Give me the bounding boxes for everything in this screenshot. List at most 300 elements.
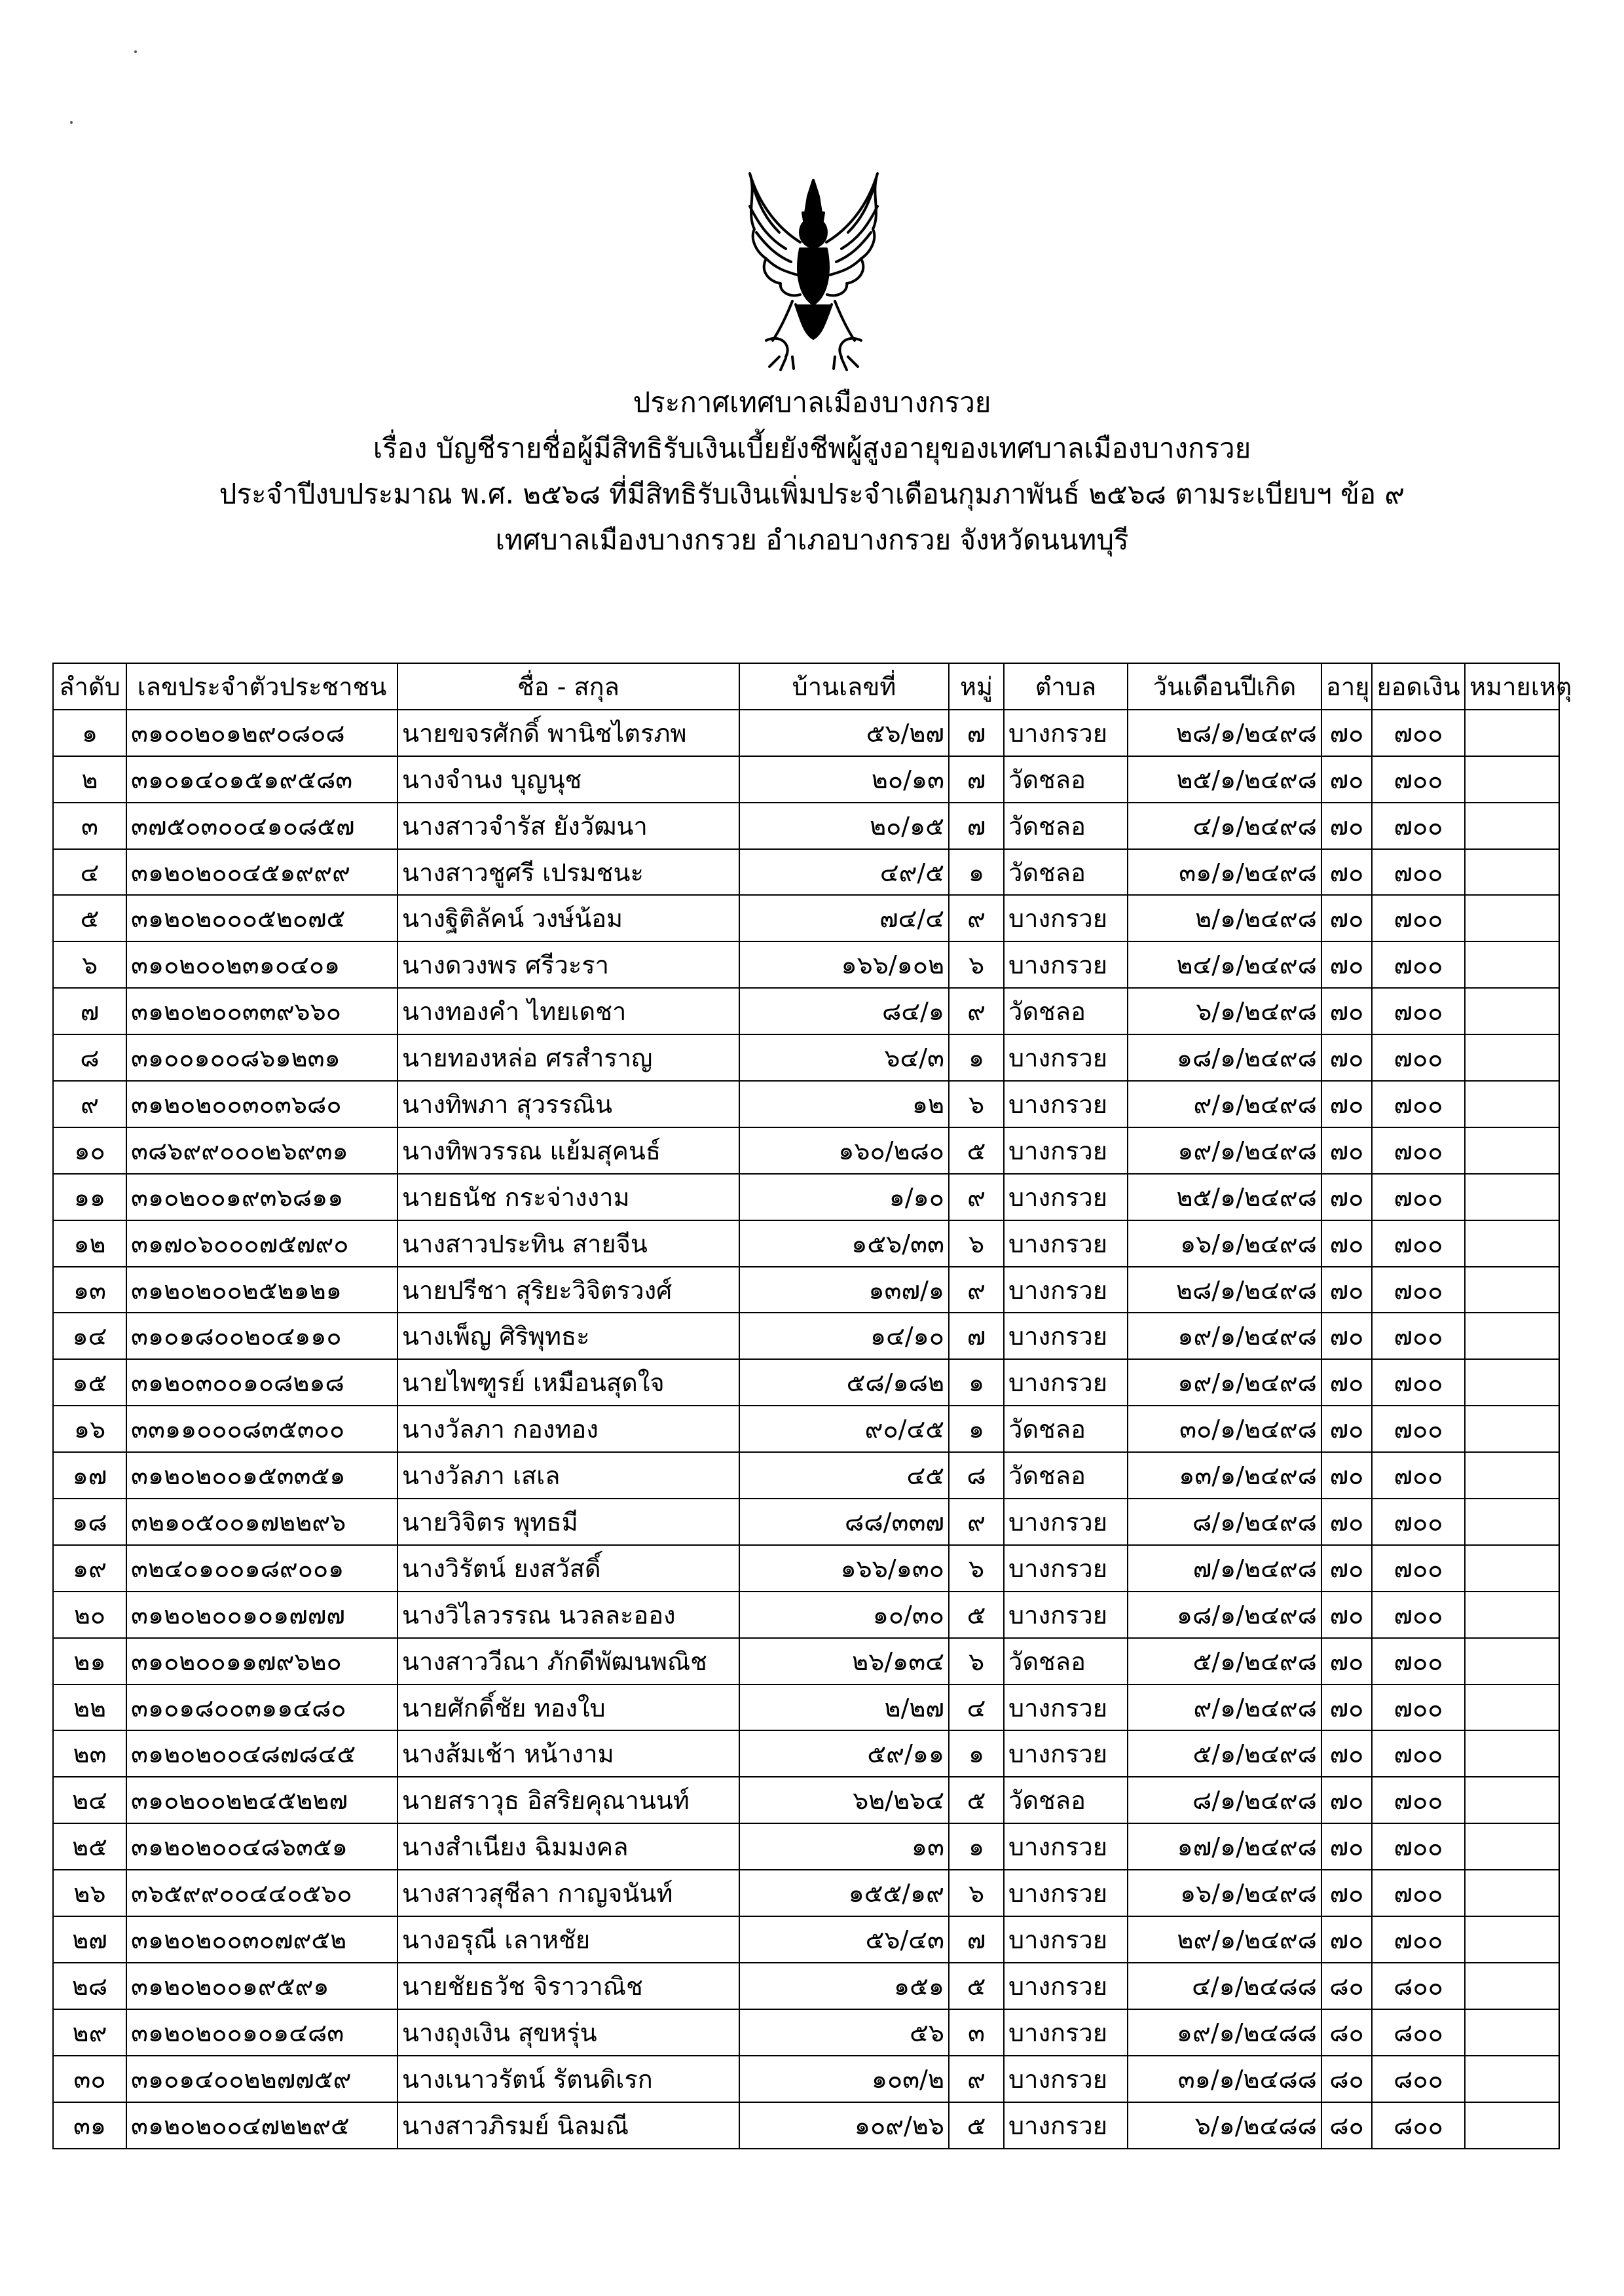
cell-age: ๗๐ (1321, 1916, 1372, 1963)
beneficiary-table (52, 663, 1572, 2149)
cell-no: ๑๕ (53, 1359, 126, 1406)
cell-full-name: นางเพ็ญ ศิริพุทธะ (397, 1313, 739, 1359)
cell-age: ๗๐ (1321, 1220, 1372, 1267)
table-row (53, 1963, 1559, 2009)
cell-subdistrict: บางกรวย (1004, 1359, 1128, 1406)
cell-subdistrict: บางกรวย (1004, 1823, 1128, 1870)
col-header-age: อายุ (1321, 663, 1372, 710)
cell-house-no: ๑๖๖/๑๓๐ (739, 1545, 949, 1592)
cell-subdistrict: บางกรวย (1004, 895, 1128, 941)
cell-remark (1465, 1267, 1559, 1313)
cell-subdistrict: บางกรวย (1004, 1220, 1128, 1267)
cell-remark (1465, 710, 1559, 756)
cell-full-name: นางส้มเช้า หน้างาม (397, 1730, 739, 1777)
cell-citizen-id: ๓๑๒๐๒๐๐๐๕๒๐๗๕ (126, 895, 397, 941)
cell-house-no: ๒/๒๗ (739, 1685, 949, 1731)
cell-age: ๗๐ (1321, 1267, 1372, 1313)
cell-amount: ๗๐๐ (1372, 710, 1465, 756)
cell-remark (1465, 1638, 1559, 1685)
cell-birthdate: ๘/๑/๒๔๙๘ (1128, 1499, 1321, 1545)
table-row (53, 1499, 1559, 1545)
cell-no: ๑๔ (53, 1313, 126, 1359)
cell-no: ๒๐ (53, 1592, 126, 1638)
cell-remark (1465, 1034, 1559, 1081)
cell-citizen-id: ๓๗๕๐๓๐๐๔๑๐๘๕๗ (126, 803, 397, 849)
cell-moo: ๗ (949, 710, 1004, 756)
cell-age: ๗๐ (1321, 1313, 1372, 1359)
cell-subdistrict: วัดชลอ (1004, 756, 1128, 803)
cell-age: ๗๐ (1321, 1545, 1372, 1592)
cell-amount: ๗๐๐ (1372, 1592, 1465, 1638)
cell-birthdate: ๒/๑/๒๔๙๘ (1128, 895, 1321, 941)
cell-house-no: ๔๕ (739, 1452, 949, 1499)
cell-house-no: ๑๓ (739, 1823, 949, 1870)
cell-citizen-id: ๓๑๒๐๒๐๐๔๘๗๘๔๕ (126, 1730, 397, 1777)
cell-full-name: นายสราวุธ อิสริยคุณานนท์ (397, 1777, 739, 1823)
cell-moo: ๕ (949, 1127, 1004, 1174)
cell-amount: ๗๐๐ (1372, 849, 1465, 896)
cell-citizen-id: ๓๑๒๐๒๐๐๓๐๗๙๕๒ (126, 1916, 397, 1963)
cell-subdistrict: วัดชลอ (1004, 1777, 1128, 1823)
cell-amount: ๗๐๐ (1372, 1081, 1465, 1127)
cell-amount: ๗๐๐ (1372, 1685, 1465, 1731)
table-row (53, 1685, 1559, 1731)
table-row (53, 1034, 1559, 1081)
cell-moo: ๙ (949, 1499, 1004, 1545)
cell-no: ๘ (53, 1034, 126, 1081)
cell-no: ๒๘ (53, 1963, 126, 2009)
cell-remark (1465, 1127, 1559, 1174)
cell-age: ๗๐ (1321, 1406, 1372, 1452)
cell-birthdate: ๒๕/๑/๒๔๙๘ (1128, 1174, 1321, 1220)
cell-age: ๗๐ (1321, 1127, 1372, 1174)
cell-no: ๔ (53, 849, 126, 896)
announcement-location: เทศบาลเมืองบางกรวย อำเภอบางกรวย จังหวัดนนทบุรี (495, 524, 1129, 556)
cell-subdistrict: บางกรวย (1004, 1730, 1128, 1777)
cell-birthdate: ๓๑/๑/๒๔๘๘ (1128, 2056, 1321, 2102)
cell-house-no: ๗๔/๔ (739, 895, 949, 941)
cell-full-name: นายวิจิตร พุทธมี (397, 1499, 739, 1545)
table-row (53, 988, 1559, 1034)
cell-age: ๗๐ (1321, 1174, 1372, 1220)
cell-age: ๗๐ (1321, 1359, 1372, 1406)
cell-birthdate: ๒๔/๑/๒๔๙๘ (1128, 941, 1321, 988)
cell-moo: ๙ (949, 988, 1004, 1034)
cell-remark (1465, 849, 1559, 896)
cell-remark (1465, 1359, 1559, 1406)
cell-birthdate: ๒๘/๑/๒๔๙๘ (1128, 710, 1321, 756)
table-row (53, 1823, 1559, 1870)
cell-subdistrict: บางกรวย (1004, 1870, 1128, 1916)
cell-no: ๑๒ (53, 1220, 126, 1267)
cell-no: ๒ (53, 756, 126, 803)
cell-citizen-id: ๓๑๐๒๐๐๒๒๔๕๒๒๗ (126, 1777, 397, 1823)
cell-full-name: นางทิพภา สุวรรณิน (397, 1081, 739, 1127)
cell-amount: ๗๐๐ (1372, 1916, 1465, 1963)
table-row (53, 1777, 1559, 1823)
cell-full-name: นางทองคำ ไทยเดชา (397, 988, 739, 1034)
cell-moo: ๕ (949, 1963, 1004, 2009)
col-header-amount: ยอดเงิน (1372, 663, 1465, 710)
cell-amount: ๗๐๐ (1372, 1406, 1465, 1452)
cell-house-no: ๑๕๖/๓๓ (739, 1220, 949, 1267)
scan-speck (70, 121, 73, 124)
cell-birthdate: ๑๙/๑/๒๔๙๘ (1128, 1313, 1321, 1359)
cell-age: ๗๐ (1321, 756, 1372, 803)
cell-subdistrict: บางกรวย (1004, 710, 1128, 756)
cell-age: ๗๐ (1321, 1499, 1372, 1545)
cell-citizen-id: ๓๑๐๒๐๐๒๓๑๐๔๐๑ (126, 941, 397, 988)
cell-amount: ๗๐๐ (1372, 1730, 1465, 1777)
cell-birthdate: ๑๙/๑/๒๔๙๘ (1128, 1359, 1321, 1406)
cell-full-name: นางสาวสุชีลา กาญจนันท์ (397, 1870, 739, 1916)
cell-moo: ๖ (949, 1870, 1004, 1916)
cell-age: ๗๐ (1321, 803, 1372, 849)
cell-moo: ๕ (949, 1777, 1004, 1823)
cell-no: ๒๖ (53, 1870, 126, 1916)
table-row (53, 1081, 1559, 1127)
cell-no: ๓๑ (53, 2102, 126, 2149)
cell-full-name: นางทิพวรรณ แย้มสุคนธ์ (397, 1127, 739, 1174)
cell-amount: ๗๐๐ (1372, 1452, 1465, 1499)
cell-house-no: ๖๔/๓ (739, 1034, 949, 1081)
table-row (53, 895, 1559, 941)
cell-remark (1465, 2056, 1559, 2102)
table-row (53, 1916, 1559, 1963)
cell-no: ๒๒ (53, 1685, 126, 1731)
cell-remark (1465, 895, 1559, 941)
table-row (53, 803, 1559, 849)
table-row (53, 1870, 1559, 1916)
cell-amount: ๗๐๐ (1372, 1127, 1465, 1174)
scan-speck (134, 50, 137, 53)
cell-moo: ๖ (949, 941, 1004, 988)
cell-house-no: ๒๐/๑๕ (739, 803, 949, 849)
cell-amount: ๗๐๐ (1372, 803, 1465, 849)
cell-age: ๗๐ (1321, 1638, 1372, 1685)
cell-birthdate: ๙/๑/๒๔๙๘ (1128, 1081, 1321, 1127)
cell-birthdate: ๕/๑/๒๔๙๘ (1128, 1638, 1321, 1685)
cell-remark (1465, 941, 1559, 988)
cell-remark (1465, 803, 1559, 849)
cell-no: ๒๗ (53, 1916, 126, 1963)
cell-amount: ๗๐๐ (1372, 1220, 1465, 1267)
cell-citizen-id: ๓๑๐๒๐๐๑๑๗๙๖๒๐ (126, 1638, 397, 1685)
cell-amount: ๗๐๐ (1372, 1638, 1465, 1685)
cell-citizen-id: ๓๑๒๐๒๐๐๑๙๕๙๑ (126, 1963, 397, 2009)
cell-birthdate: ๑๖/๑/๒๔๙๘ (1128, 1870, 1321, 1916)
cell-citizen-id: ๓๑๒๐๒๐๐๔๕๑๙๙๙ (126, 849, 397, 896)
cell-remark (1465, 1081, 1559, 1127)
cell-no: ๒๕ (53, 1823, 126, 1870)
cell-full-name: นางสาวจำรัส ยังวัฒนา (397, 803, 739, 849)
table-row (53, 1592, 1559, 1638)
cell-amount: ๗๐๐ (1372, 941, 1465, 988)
cell-full-name: นายธนัช กระจ่างงาม (397, 1174, 739, 1220)
garuda-emblem-icon (740, 167, 887, 373)
cell-moo: ๕ (949, 2102, 1004, 2149)
cell-house-no: ๑/๑๐ (739, 1174, 949, 1220)
cell-birthdate: ๖/๑/๒๔๙๘ (1128, 988, 1321, 1034)
table-row (53, 756, 1559, 803)
cell-citizen-id: ๓๑๒๐๒๐๐๓๐๓๖๘๐ (126, 1081, 397, 1127)
cell-moo: ๑ (949, 849, 1004, 896)
cell-house-no: ๒๖/๑๓๔ (739, 1638, 949, 1685)
cell-no: ๑๘ (53, 1499, 126, 1545)
cell-citizen-id: ๓๑๐๒๐๐๑๙๓๖๘๑๑ (126, 1174, 397, 1220)
cell-house-no: ๑๒ (739, 1081, 949, 1127)
cell-birthdate: ๓๐/๑/๒๔๙๘ (1128, 1406, 1321, 1452)
cell-birthdate: ๖/๑/๒๔๘๘ (1128, 2102, 1321, 2149)
cell-moo: ๓ (949, 2009, 1004, 2056)
table-row (53, 1545, 1559, 1592)
cell-subdistrict: บางกรวย (1004, 2056, 1128, 2102)
announcement-period: ประจำปีงบประมาณ พ.ศ. ๒๕๖๘ ที่มีสิทธิรับเงินเพิ่มประจำเดือนกุมภาพันธ์ ๒๕๖๘ ตามระเบียบฯ ข้อ ๙ (219, 478, 1405, 510)
cell-remark (1465, 1313, 1559, 1359)
table-row (53, 849, 1559, 896)
col-header-name: ชื่อ - สกุล (397, 663, 739, 710)
cell-remark (1465, 1823, 1559, 1870)
cell-remark (1465, 988, 1559, 1034)
cell-subdistrict: วัดชลอ (1004, 1638, 1128, 1685)
cell-remark (1465, 1220, 1559, 1267)
cell-moo: ๗ (949, 1916, 1004, 1963)
cell-house-no: ๕๖ (739, 2009, 949, 2056)
cell-remark (1465, 1545, 1559, 1592)
table-row (53, 2009, 1559, 2056)
cell-birthdate: ๑๘/๑/๒๔๙๘ (1128, 1592, 1321, 1638)
cell-subdistrict: วัดชลอ (1004, 1452, 1128, 1499)
cell-amount: ๗๐๐ (1372, 1545, 1465, 1592)
cell-full-name: นางสำเนียง ฉิมมงคล (397, 1823, 739, 1870)
cell-full-name: นางเนาวรัตน์ รัตนดิเรก (397, 2056, 739, 2102)
cell-no: ๓ (53, 803, 126, 849)
cell-remark (1465, 1592, 1559, 1638)
cell-citizen-id: ๓๑๐๑๘๐๐๒๐๔๑๑๐ (126, 1313, 397, 1359)
cell-birthdate: ๘/๑/๒๔๙๘ (1128, 1777, 1321, 1823)
col-header-house: บ้านเลขที่ (739, 663, 949, 710)
cell-subdistrict: บางกรวย (1004, 1267, 1128, 1313)
cell-no: ๑ (53, 710, 126, 756)
cell-no: ๑๐ (53, 1127, 126, 1174)
cell-moo: ๑ (949, 1730, 1004, 1777)
cell-age: ๘๐ (1321, 2056, 1372, 2102)
cell-amount: ๗๐๐ (1372, 895, 1465, 941)
cell-remark (1465, 1777, 1559, 1823)
cell-no: ๒๑ (53, 1638, 126, 1685)
cell-citizen-id: ๓๑๐๑๔๐๐๒๒๗๗๕๙ (126, 2056, 397, 2102)
table-row (53, 1406, 1559, 1452)
table-row (53, 1359, 1559, 1406)
cell-full-name: นางถุงเงิน สุขหรุ่น (397, 2009, 739, 2056)
cell-age: ๗๐ (1321, 710, 1372, 756)
cell-birthdate: ๑๙/๑/๒๔๘๘ (1128, 2009, 1321, 2056)
cell-house-no: ๘๘/๓๓๗ (739, 1499, 949, 1545)
cell-amount: ๗๐๐ (1372, 1777, 1465, 1823)
cell-subdistrict: บางกรวย (1004, 1685, 1128, 1731)
cell-moo: ๑ (949, 1823, 1004, 1870)
cell-house-no: ๙๐/๔๕ (739, 1406, 949, 1452)
cell-citizen-id: ๓๑๐๐๒๐๑๒๙๐๘๐๘ (126, 710, 397, 756)
cell-citizen-id: ๓๑๒๐๒๐๐๑๐๑๔๘๓ (126, 2009, 397, 2056)
cell-full-name: นางวัลภา กองทอง (397, 1406, 739, 1452)
cell-no: ๒๙ (53, 2009, 126, 2056)
cell-remark (1465, 1499, 1559, 1545)
cell-house-no: ๑๖๖/๑๐๒ (739, 941, 949, 988)
cell-age: ๗๐ (1321, 1452, 1372, 1499)
cell-remark (1465, 1174, 1559, 1220)
cell-house-no: ๔๙/๕ (739, 849, 949, 896)
cell-amount: ๗๐๐ (1372, 1034, 1465, 1081)
table-row (53, 2102, 1559, 2149)
table-row (53, 1267, 1559, 1313)
col-header-remark: หมายเหตุ (1465, 663, 1559, 710)
cell-subdistrict: บางกรวย (1004, 1034, 1128, 1081)
cell-subdistrict: วัดชลอ (1004, 1406, 1128, 1452)
cell-birthdate: ๑๙/๑/๒๔๙๘ (1128, 1127, 1321, 1174)
cell-no: ๖ (53, 941, 126, 988)
cell-citizen-id: ๓๖๕๙๙๐๐๔๔๐๕๖๐ (126, 1870, 397, 1916)
cell-remark (1465, 1406, 1559, 1452)
cell-citizen-id: ๓๑๐๑๘๐๐๓๑๑๔๘๐ (126, 1685, 397, 1731)
cell-age: ๗๐ (1321, 849, 1372, 896)
cell-remark (1465, 1963, 1559, 2009)
cell-remark (1465, 1870, 1559, 1916)
cell-age: ๗๐ (1321, 1823, 1372, 1870)
cell-full-name: นายชัยธวัช จิราวาณิช (397, 1963, 739, 2009)
cell-birthdate: ๓๑/๑/๒๔๙๘ (1128, 849, 1321, 896)
cell-moo: ๑ (949, 1034, 1004, 1081)
cell-birthdate: ๔/๑/๒๔๘๘ (1128, 1963, 1321, 2009)
cell-amount: ๗๐๐ (1372, 1359, 1465, 1406)
cell-age: ๗๐ (1321, 1034, 1372, 1081)
cell-house-no: ๑๐๙/๒๖ (739, 2102, 949, 2149)
cell-subdistrict: บางกรวย (1004, 1916, 1128, 1963)
cell-age: ๗๐ (1321, 1081, 1372, 1127)
cell-full-name: นางวิไลวรรณ นวลละออง (397, 1592, 739, 1638)
cell-subdistrict: บางกรวย (1004, 2102, 1128, 2149)
cell-citizen-id: ๓๑๒๐๒๐๐๑๕๓๓๕๑ (126, 1452, 397, 1499)
cell-moo: ๖ (949, 1545, 1004, 1592)
cell-amount: ๗๐๐ (1372, 1823, 1465, 1870)
cell-birthdate: ๙/๑/๒๔๙๘ (1128, 1685, 1321, 1731)
table-row (53, 1313, 1559, 1359)
cell-moo: ๖ (949, 1081, 1004, 1127)
cell-house-no: ๑๕๑ (739, 1963, 949, 2009)
cell-age: ๗๐ (1321, 1685, 1372, 1731)
cell-moo: ๙ (949, 1174, 1004, 1220)
cell-age: ๗๐ (1321, 988, 1372, 1034)
cell-moo: ๑ (949, 1359, 1004, 1406)
cell-full-name: นางสาวภิรมย์ นิลมณี (397, 2102, 739, 2149)
cell-full-name: นางสาวชูศรี เปรมชนะ (397, 849, 739, 896)
cell-subdistrict: บางกรวย (1004, 1499, 1128, 1545)
table-row (53, 710, 1559, 756)
cell-moo: ๕ (949, 1592, 1004, 1638)
cell-house-no: ๕๙/๑๑ (739, 1730, 949, 1777)
col-header-birthdate: วันเดือนปีเกิด (1128, 663, 1321, 710)
document-heading (0, 380, 1624, 563)
cell-full-name: นางอรุณี เลาหชัย (397, 1916, 739, 1963)
cell-remark (1465, 756, 1559, 803)
announcement-title: ประกาศเทศบาลเมืองบางกรวย (633, 386, 991, 418)
cell-full-name: นายขจรศักดิ์ พานิชไตรภพ (397, 710, 739, 756)
cell-amount: ๗๐๐ (1372, 1267, 1465, 1313)
cell-birthdate: ๑๖/๑/๒๔๙๘ (1128, 1220, 1321, 1267)
cell-amount: ๘๐๐ (1372, 2056, 1465, 2102)
table-row (53, 2056, 1559, 2102)
cell-house-no: ๒๐/๑๓ (739, 756, 949, 803)
col-header-id: เลขประจำตัวประชาชน (126, 663, 397, 710)
cell-remark (1465, 2009, 1559, 2056)
cell-birthdate: ๕/๑/๒๔๙๘ (1128, 1730, 1321, 1777)
cell-full-name: นายทองหล่อ ศรสำราญ (397, 1034, 739, 1081)
cell-full-name: นางสาวประทิน สายจีน (397, 1220, 739, 1267)
cell-citizen-id: ๓๒๔๐๑๐๐๑๘๙๐๐๑ (126, 1545, 397, 1592)
cell-no: ๑๗ (53, 1452, 126, 1499)
cell-no: ๕ (53, 895, 126, 941)
cell-amount: ๗๐๐ (1372, 1313, 1465, 1359)
col-header-moo: หมู่ (949, 663, 1004, 710)
cell-age: ๗๐ (1321, 1870, 1372, 1916)
cell-subdistrict: วัดชลอ (1004, 849, 1128, 896)
cell-house-no: ๑๐๓/๒ (739, 2056, 949, 2102)
cell-remark (1465, 1452, 1559, 1499)
cell-birthdate: ๑๓/๑/๒๔๙๘ (1128, 1452, 1321, 1499)
cell-house-no: ๕๘/๑๘๒ (739, 1359, 949, 1406)
cell-moo: ๖ (949, 1638, 1004, 1685)
cell-no: ๑๑ (53, 1174, 126, 1220)
cell-subdistrict: บางกรวย (1004, 1174, 1128, 1220)
cell-moo: ๙ (949, 2056, 1004, 2102)
cell-birthdate: ๑๘/๑/๒๔๙๘ (1128, 1034, 1321, 1081)
cell-subdistrict: บางกรวย (1004, 1081, 1128, 1127)
cell-subdistrict: วัดชลอ (1004, 803, 1128, 849)
cell-citizen-id: ๓๑๐๐๑๐๐๘๖๑๒๓๑ (126, 1034, 397, 1081)
table-row (53, 1452, 1559, 1499)
cell-full-name: นางดวงพร ศรีวะรา (397, 941, 739, 988)
cell-age: ๘๐ (1321, 2102, 1372, 2149)
cell-no: ๑๙ (53, 1545, 126, 1592)
table-row (53, 1638, 1559, 1685)
table-row (53, 1174, 1559, 1220)
col-header-subdistrict: ตำบล (1004, 663, 1128, 710)
cell-house-no: ๑๐/๓๐ (739, 1592, 949, 1638)
cell-full-name: นายศักดิ์ชัย ทองใบ (397, 1685, 739, 1731)
cell-amount: ๘๐๐ (1372, 2009, 1465, 2056)
cell-citizen-id: ๓๘๖๙๙๐๐๐๒๖๙๓๑ (126, 1127, 397, 1174)
cell-no: ๓๐ (53, 2056, 126, 2102)
cell-subdistrict: บางกรวย (1004, 1963, 1128, 2009)
cell-house-no: ๑๕๕/๑๙ (739, 1870, 949, 1916)
cell-age: ๗๐ (1321, 895, 1372, 941)
cell-full-name: นายปรีชา สุริยะวิจิตรวงศ์ (397, 1267, 739, 1313)
cell-citizen-id: ๓๑๒๐๒๐๐๑๐๑๗๗๗ (126, 1592, 397, 1638)
cell-birthdate: ๔/๑/๒๔๙๘ (1128, 803, 1321, 849)
cell-full-name: นางวัลภา เสเล (397, 1452, 739, 1499)
cell-no: ๒๔ (53, 1777, 126, 1823)
cell-full-name: นางจำนง บุญนุช (397, 756, 739, 803)
cell-remark (1465, 1730, 1559, 1777)
table-row (53, 1220, 1559, 1267)
cell-citizen-id: ๓๑๒๐๓๐๐๑๐๘๒๑๘ (126, 1359, 397, 1406)
cell-no: ๗ (53, 988, 126, 1034)
cell-moo: ๔ (949, 1685, 1004, 1731)
cell-age: ๗๐ (1321, 1777, 1372, 1823)
table-row (53, 1730, 1559, 1777)
cell-age: ๗๐ (1321, 1730, 1372, 1777)
cell-moo: ๖ (949, 1220, 1004, 1267)
